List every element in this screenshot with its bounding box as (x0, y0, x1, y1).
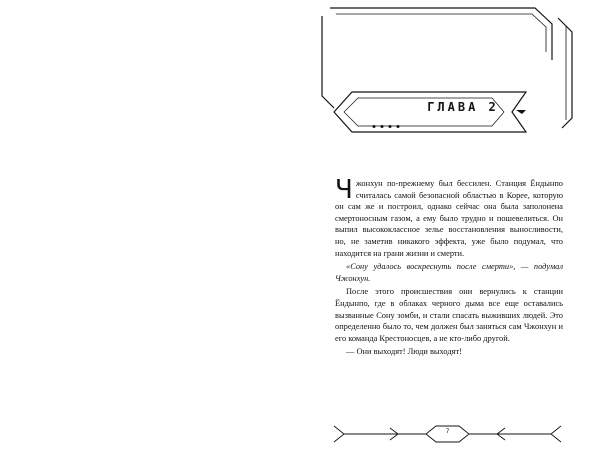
decorative-tech-frame (300, 0, 600, 170)
drop-cap: Ч (335, 175, 353, 205)
paragraph-1-text: жонхун по-прежнему был бессилен. Станция Ёндынпо считалась самой безопасной областью в Корее, которую он сам же и построил, однако сейчас она была заполонена смертоносным газом, а ему было трудно и пошевелиться. Он выпил высококлассное зелье восстановления выносливости, но, не заметив никакого эффекта, уже было подумал, что находится на грани жизни и смерти. (335, 179, 563, 258)
paragraph-1 (335, 175, 563, 259)
body-text-column (335, 175, 563, 360)
paragraph-2: «Сону удалось воскреснуть после смерти», — подумал Чжонхун. (335, 262, 563, 283)
paragraph-3: После этого происшествия они вернулись к станции Ёндынпо, где в облаках черного дыма все еще оставались вызванные Сону зомби, и стали спасать выживших людей. Это определенно было то, чем должен был заняться сам Чжонхун и его команда Крестоносцев, а не кто-либо другой. (335, 287, 563, 343)
chapter-title: ГЛАВА 2 (427, 100, 499, 114)
page-number: 7 (445, 428, 450, 435)
paragraph-4: — Они выходят! Люди выходят! (346, 347, 462, 357)
